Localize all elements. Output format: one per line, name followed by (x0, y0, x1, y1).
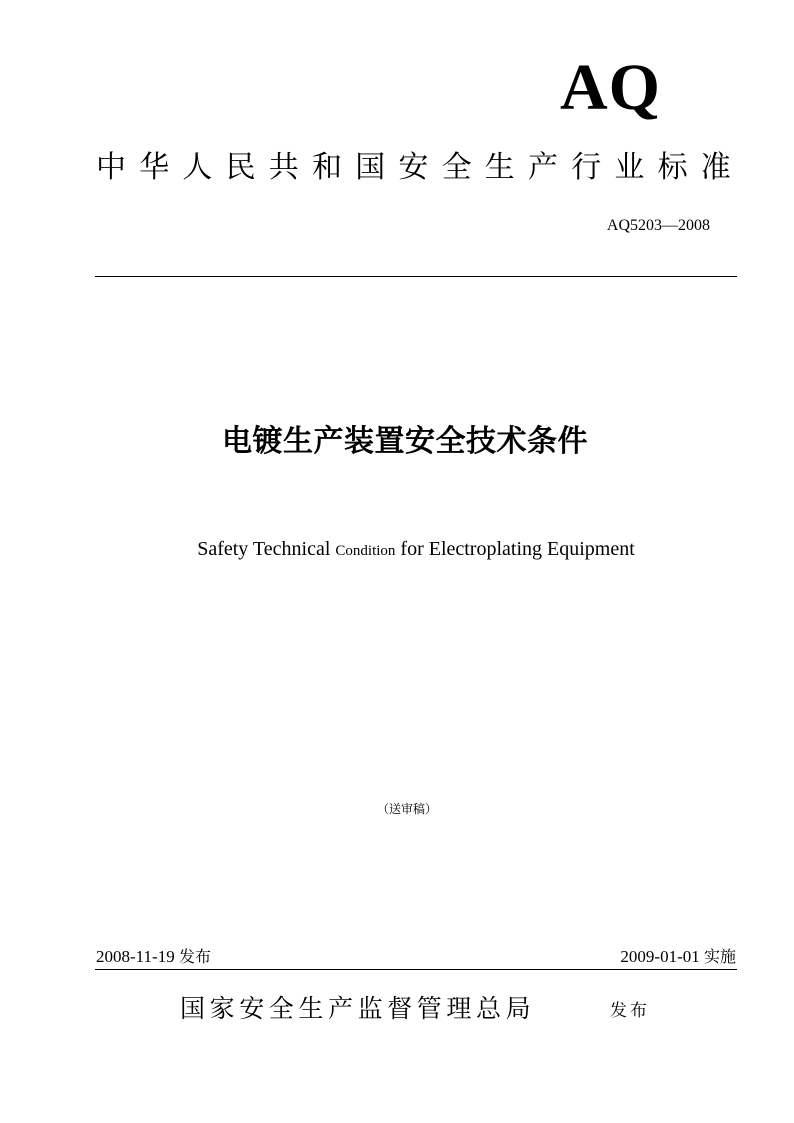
standard-code: AQ5203—2008 (606, 217, 710, 234)
draft-status: （送审稿） (376, 802, 437, 816)
top-divider (95, 276, 737, 277)
english-title-part1: Safety Technical (197, 538, 336, 560)
publish-label: 发布 (178, 947, 211, 966)
english-title (95, 536, 737, 564)
effective-date-line (620, 946, 736, 968)
english-title-part3: for Electroplating Equipment (395, 538, 635, 560)
bottom-divider (95, 969, 737, 970)
english-title-part2: Condition (335, 543, 396, 559)
aq-logo: AQ (560, 51, 661, 124)
effective-date: 2009-01-01 (620, 947, 700, 966)
document-title: 电镀生产装置安全技术条件 (222, 424, 588, 459)
issuer-name: 国家安全生产监督管理总局 (180, 994, 536, 1023)
standard-title: 中华人民共和国安全生产行业标准 (96, 150, 744, 185)
publish-date: 2008-11-19 (96, 947, 175, 966)
issuer-suffix: 发布 (610, 1001, 650, 1021)
effective-label: 实施 (703, 947, 736, 966)
publish-date-line (96, 946, 211, 968)
